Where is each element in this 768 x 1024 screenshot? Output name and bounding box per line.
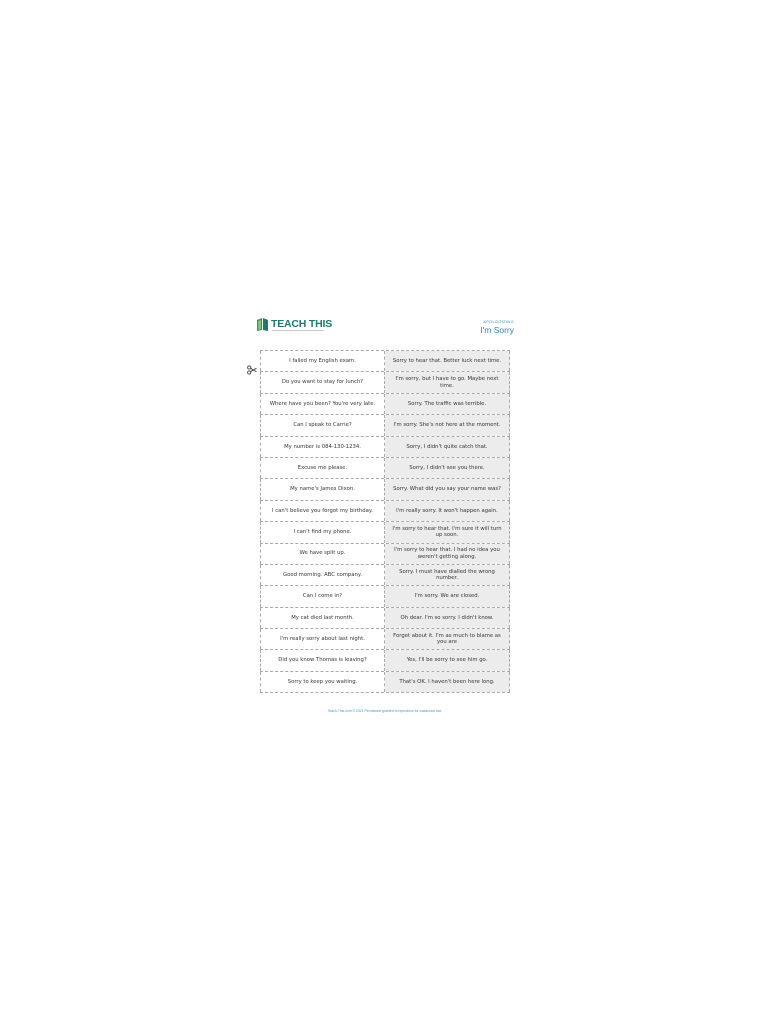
card-row — [260, 565, 510, 586]
response-card: I'm sorry. She's not here at the moment. — [385, 415, 510, 435]
response-card: I'm sorry, but I have to go. Maybe next time. — [385, 372, 510, 392]
prompt-card: My cat died last month. — [260, 608, 385, 628]
response-card: That's OK. I haven't been here long. — [385, 672, 510, 692]
response-card: Oh dear. I'm so sorry. I didn't know. — [385, 608, 510, 628]
card-row — [260, 608, 510, 629]
response-card: Sorry. The traffic was terrible. — [385, 394, 510, 414]
prompt-card: Did you know Thomas is leaving? — [260, 650, 385, 670]
scissors-icon — [247, 365, 257, 375]
card-row — [260, 501, 510, 522]
prompt-card: Excuse me please. — [260, 458, 385, 478]
prompt-card: I'm really sorry about last night. — [260, 629, 385, 649]
brand-name: TEACH THIS — [271, 318, 333, 331]
worksheet-page — [253, 312, 517, 722]
prompt-card: We have split up. — [260, 544, 385, 564]
prompt-card: My name's James Dixon. — [260, 479, 385, 499]
card-row — [260, 650, 510, 671]
response-card: I'm really sorry. It won't happen again. — [385, 501, 510, 521]
prompt-card: Where have you been? You're very late. — [260, 394, 385, 414]
card-row — [260, 522, 510, 543]
card-row — [260, 586, 510, 607]
prompt-card: Sorry to keep you waiting. — [260, 672, 385, 692]
copyright-footer: Teach-This.com © 2021 Permission granted to reproduce for classroom use. — [327, 709, 443, 713]
sentence-cards-grid — [260, 350, 510, 693]
logo-tagline-rule — [272, 330, 324, 331]
card-row — [260, 351, 510, 372]
page-title: I'm Sorry — [480, 325, 514, 335]
book-logo-icon — [256, 317, 269, 332]
card-row — [260, 372, 510, 393]
prompt-card: My number is 084-130-1234. — [260, 437, 385, 457]
card-row — [260, 629, 510, 650]
prompt-card: Can I come in? — [260, 586, 385, 606]
card-row — [260, 458, 510, 479]
topic-label: APOLOGIZING — [483, 319, 514, 324]
prompt-card: Can I speak to Carrie? — [260, 415, 385, 435]
response-card: Sorry. What did you say your name was? — [385, 479, 510, 499]
response-card: I'm sorry. We are closed. — [385, 586, 510, 606]
response-card: Sorry. I must have dialled the wrong number. — [385, 565, 510, 585]
response-card: Sorry, I didn't see you there. — [385, 458, 510, 478]
response-card: Sorry to hear that. Better luck next time. — [385, 351, 510, 371]
card-row — [260, 479, 510, 500]
prompt-card: I failed my English exam. — [260, 351, 385, 371]
card-row — [260, 415, 510, 436]
response-card: Yes, I'll be sorry to see him go. — [385, 650, 510, 670]
response-card: Forget about it. I'm as much to blame as you are — [385, 629, 510, 649]
prompt-card: I can't believe you forgot my birthday. — [260, 501, 385, 521]
prompt-card: Good morning. ABC company. — [260, 565, 385, 585]
response-card: Sorry, I didn't quite catch that. — [385, 437, 510, 457]
response-card: I'm sorry to hear that. I'm sure it will turn up soon. — [385, 522, 510, 542]
card-row — [260, 544, 510, 565]
card-row — [260, 394, 510, 415]
response-card: I'm sorry to hear that. I had no idea you weren't getting along. — [385, 544, 510, 564]
card-row — [260, 672, 510, 693]
card-row — [260, 437, 510, 458]
prompt-card: Do you want to stay for lunch? — [260, 372, 385, 392]
prompt-card: I can't find my phone. — [260, 522, 385, 542]
